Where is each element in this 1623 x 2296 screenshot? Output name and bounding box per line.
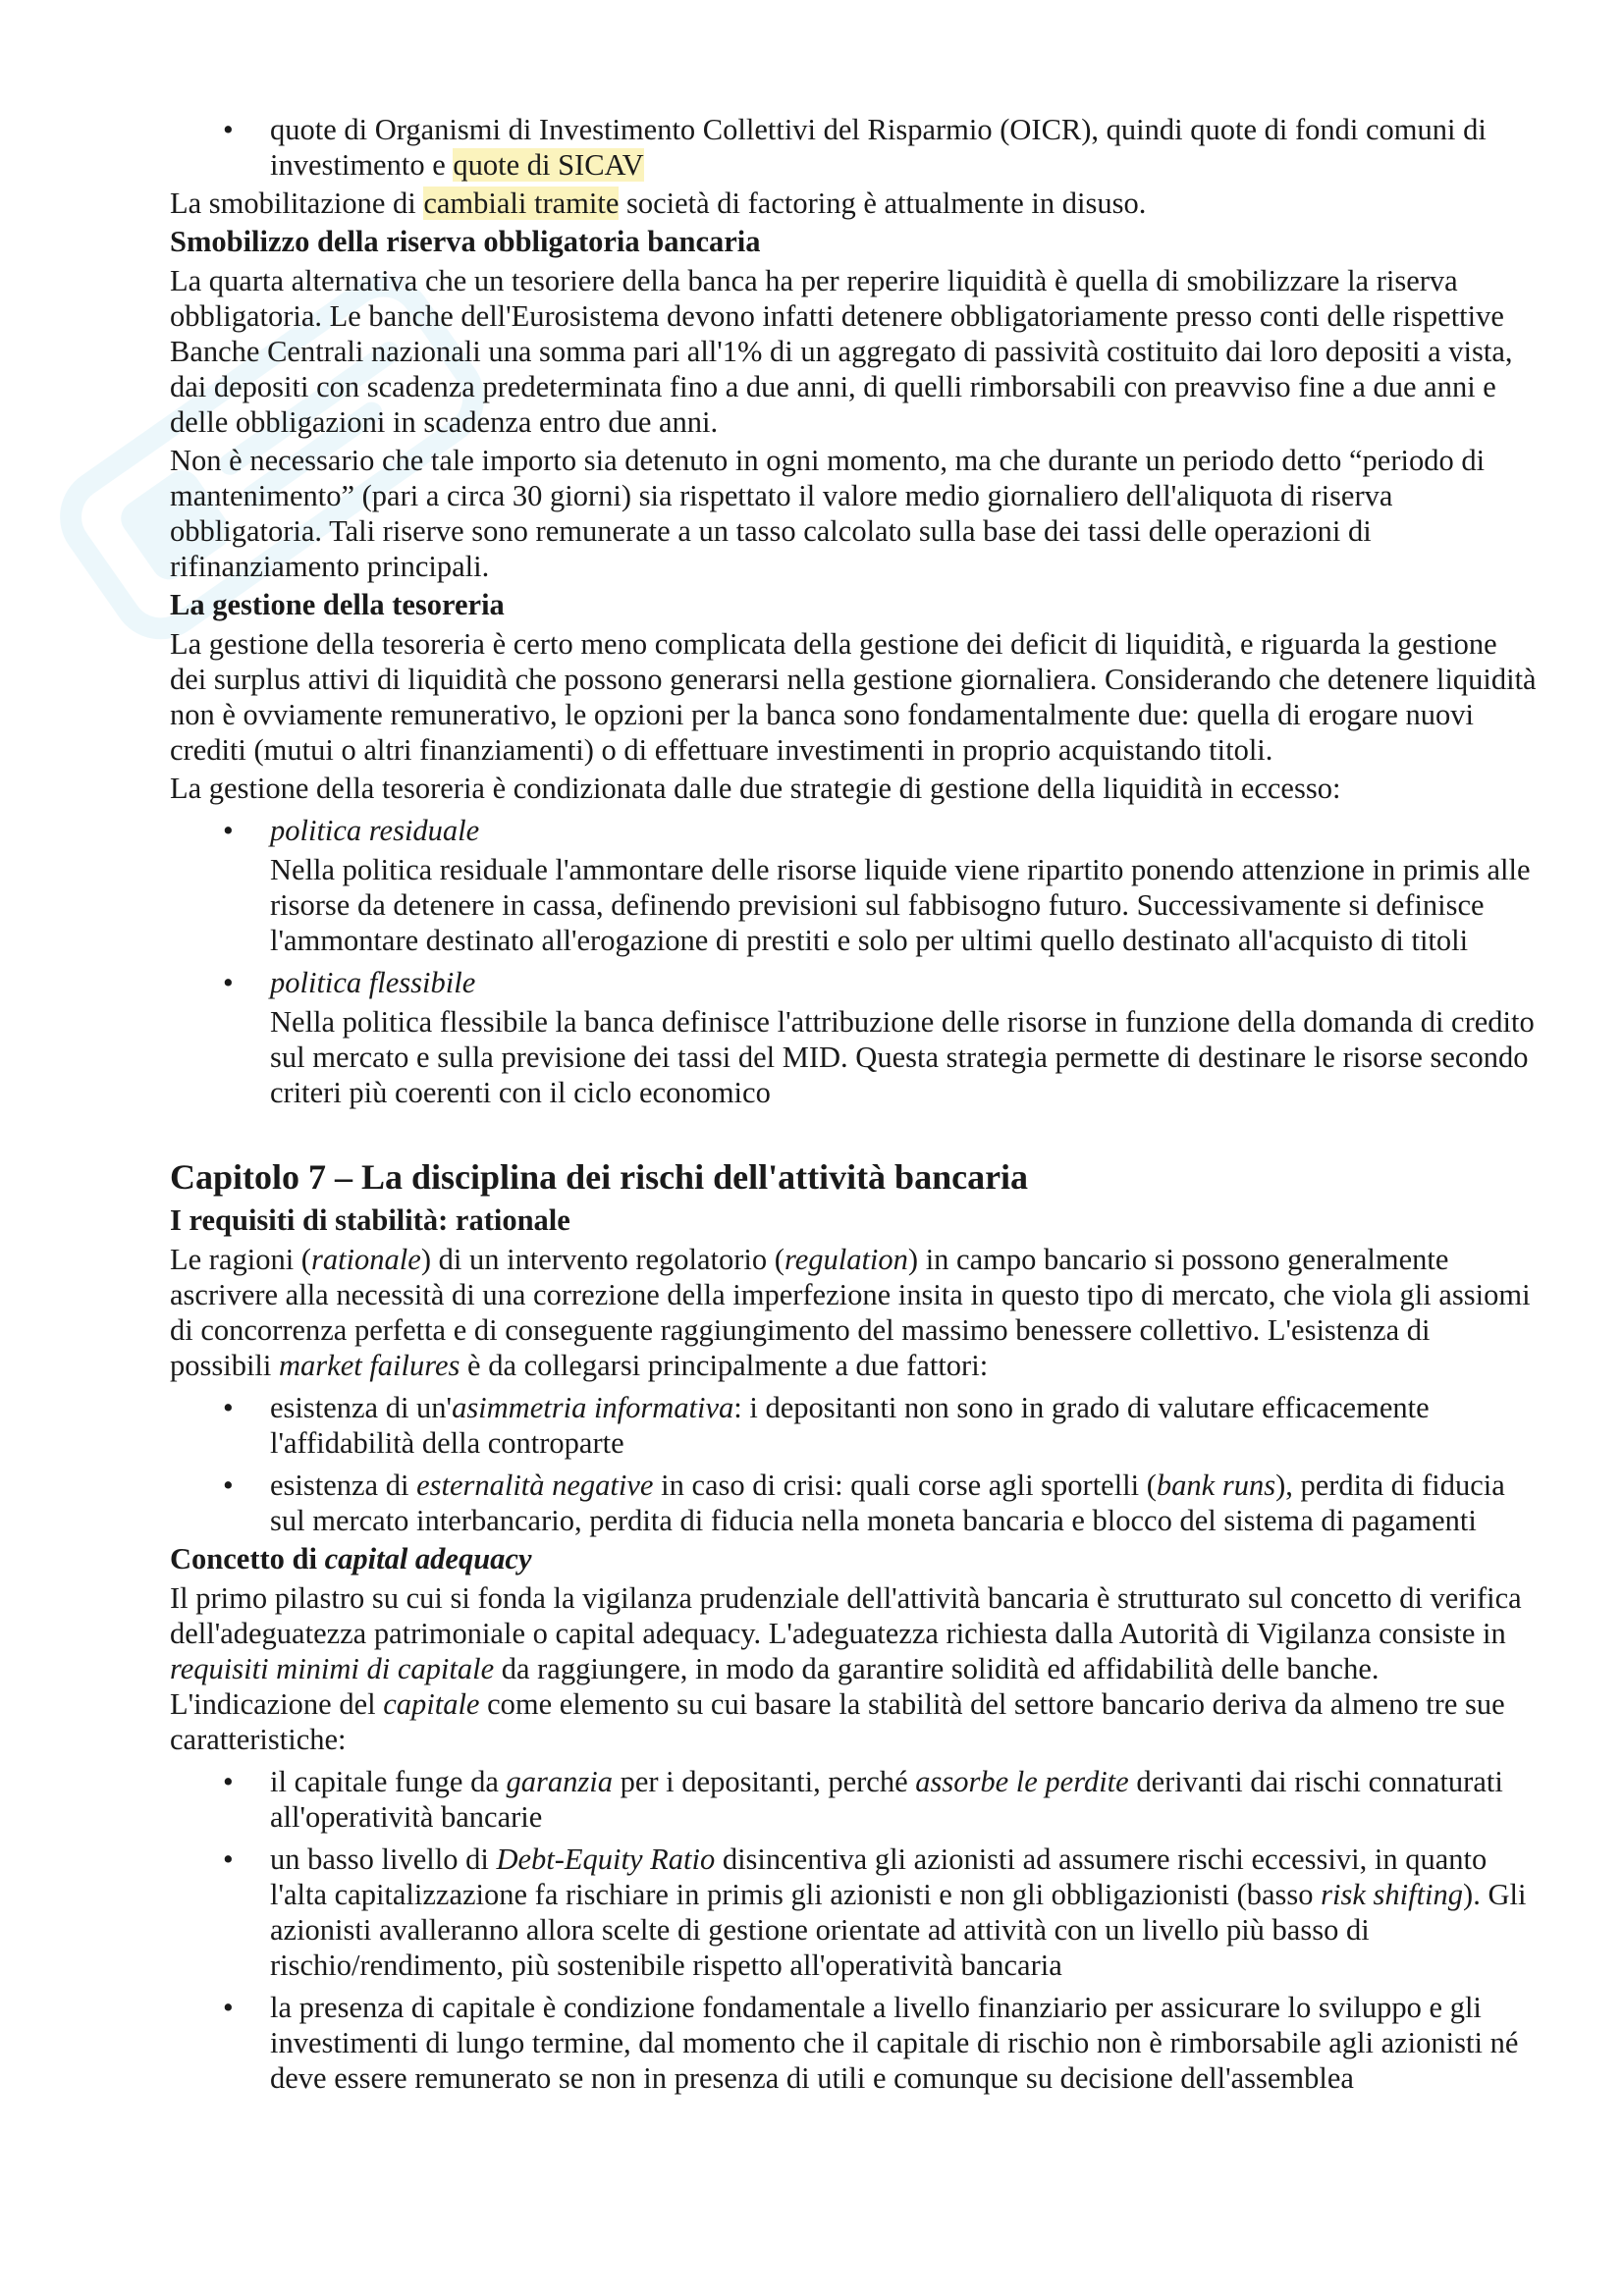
italic-term: regulation <box>784 1243 908 1276</box>
highlighted-text: quote di SICAV <box>453 148 644 182</box>
text-run: Il primo pilastro su cui si fonda la vigilanza prudenziale dell'attività bancaria è strutturato sul concetto di verifica dell'adeguatezza patrimoniale o capital adequacy. L'adeguatezza richiesta dalla Autorità di Vigilanza consiste in <box>170 1581 1522 1650</box>
italic-term: esternalità negative <box>416 1468 654 1502</box>
text-run: esistenza di <box>270 1468 417 1502</box>
list-item <box>270 1764 1537 1835</box>
factors-list <box>170 1390 1537 1538</box>
policy-description: Nella politica residuale l'ammontare delle risorse liquide viene ripartito ponendo attenzione in primis alle risorse da detenere in cassa, definendo previsioni sul fabbisogno futuro. Successivamente si definisce l'ammontare destinato all'erogazione di prestiti e solo per ultimi quello destinato all'acquisto di titoli <box>270 853 1531 957</box>
text-run: La smobilitazione di <box>170 187 424 220</box>
text-run: un basso livello di <box>270 1842 497 1876</box>
text-run: Le ragioni ( <box>170 1243 311 1276</box>
text-run: ) di un intervento regolatorio ( <box>420 1243 784 1276</box>
highlighted-text: cambiali tramite <box>423 187 620 220</box>
italic-term: bank runs <box>1156 1468 1276 1502</box>
text-run: ) in campo bancario si possono generalmente ascrivere alla necessità di una correzione della imperfezione insita in questo tipo di mercato, che viola gli assiomi di concorrenza perfetta e di conseguente raggiungimento del massimo benessere collettivo. L'esistenza di possibili <box>170 1243 1531 1382</box>
text-run: società di factoring è attualmente in disuso. <box>619 187 1147 220</box>
section-heading-treasury: La gestione della tesoreria <box>170 588 505 621</box>
list-item-policy-flexible <box>270 965 1537 1110</box>
policy-title: • politica flessibile <box>270 966 476 999</box>
list-item-policy-residual <box>270 813 1537 958</box>
paragraph-reserve-2: Non è necessario che tale importo sia detenuto in ogni momento, ma che durante un periodo detto “periodo di mantenimento” (pari a circa 30 giorni) sia rispettato il valore medio giornaliero dell'aliquota di riserva obbligatoria. Tali riserve sono remunerate a un tasso calcolato sulla base dei tassi delle operazioni di rifinanziamento principali. <box>170 444 1486 583</box>
italic-term: risk shifting <box>1321 1878 1464 1911</box>
italic-term: garanzia <box>506 1765 613 1798</box>
policy-description: Nella politica flessibile la banca definisce l'attribuzione delle risorse in funzione della domanda di credito sul mercato e sulla previsione dei tassi del MID. Questa strategia permette di destinare le risorse secondo criteri più coerenti con il ciclo economico <box>270 1005 1535 1109</box>
heading-text: Concetto di <box>170 1542 325 1575</box>
paragraph-treasury-1: La gestione della tesoreria è certo meno complicata della gestione dei deficit di liquidità, e riguarda la gestione dei surplus attivi di liquidità che possono generarsi nella gestione giornaliera. Considerando che detenere liquidità non è ovviamente remunerativo, le opzioni per la banca sono fondamentalmente due: quella di erogare nuovi crediti (mutui o altri finanziamenti) o di effettuare investimenti in proprio acquistando titoli. <box>170 627 1537 767</box>
list-item <box>270 1990 1537 2096</box>
text-run: per i depositanti, perché <box>612 1765 916 1798</box>
chapter-title: Capitolo 7 – La disciplina dei rischi dell'attività bancaria <box>170 1157 1029 1197</box>
text-run: è da collegarsi principalmente a due fattori: <box>460 1349 989 1382</box>
italic-term: assorbe le perdite <box>915 1765 1129 1798</box>
text-run: : i depositanti non sono in grado di valutare efficacemente l'affidabilità della controparte <box>270 1391 1430 1460</box>
policy-list <box>170 813 1537 1110</box>
text-run: esistenza di un' <box>270 1391 453 1424</box>
text-run: in caso di crisi: quali corse agli sportelli ( <box>653 1468 1157 1502</box>
text-run: quote di Organismi di Investimento Collettivi del Risparmio (OICR), quindi quote di fondi comuni di investimento e <box>270 113 1487 182</box>
paragraph-capital <box>170 1580 1537 1757</box>
policy-title: • politica residuale <box>270 814 480 847</box>
text-run: da raggiungere, in modo da garantire solidità ed affidabilità delle banche. L'indicazione del <box>170 1652 1380 1721</box>
text-run: ), perdita di fiducia sul mercato interbancario, perdita di fiducia nella moneta bancaria e blocco del sistema di pagamenti <box>270 1468 1505 1537</box>
paragraph-rationale <box>170 1242 1537 1383</box>
characteristics-list <box>170 1764 1537 2096</box>
text-run: come elemento su cui basare la stabilità del settore bancario deriva da almeno tre sue caratteristiche: <box>170 1687 1505 1756</box>
italic-term: requisiti minimi di capitale <box>170 1652 495 1685</box>
list-item <box>270 1468 1537 1538</box>
paragraph-reserve-1: La quarta alternativa che un tesoriere della banca ha per reperire liquidità è quella di smobilizzare la riserva obbligatoria. Le banche dell'Eurosistema devono infatti detenere obbligatoriamente presso conti delle rispettive Banche Centrali nazionali una somma pari all'1% di un aggregato di passività costituito dai loro depositi a vista, dai depositi con scadenza predeterminata fino a due anni, di quelli rimborsabili con preavviso fine a due anni e delle obbligazioni in scadenza entro due anni. <box>170 264 1513 439</box>
text-run: disincentiva gli azionisti ad assumere rischi eccessivi, in quanto l'alta capitalizzazione fa rischiare in primis gli azionisti e non gli obbligazionisti (basso <box>270 1842 1488 1911</box>
text-run: ). Gli azionisti avalleranno allora scelte di gestione orientate ad attività con un livello più basso di rischio/rendimento, più sostenibile rispetto all'operatività bancaria <box>270 1878 1527 1982</box>
list-item <box>270 1842 1537 1983</box>
italic-term: Debt-Equity Ratio <box>496 1842 716 1876</box>
text-run: il capitale funge da <box>270 1765 507 1798</box>
paragraph-treasury-2: La gestione della tesoreria è condizionata dalle due strategie di gestione della liquidità in eccesso: <box>170 772 1341 805</box>
text-run: derivanti dai rischi connaturati all'operatività bancarie <box>270 1765 1503 1834</box>
factoring-note <box>170 186 1537 221</box>
list-item <box>270 112 1537 183</box>
italic-term: capital adequacy <box>324 1542 532 1575</box>
oicr-list <box>170 112 1537 183</box>
section-heading-rationale: I requisiti di stabilità: rationale <box>170 1203 570 1237</box>
italic-term: asimmetria informativa <box>452 1391 734 1424</box>
page-content <box>170 112 1537 2099</box>
text-run: la presenza di capitale è condizione fondamentale a livello finanziario per assicurare lo sviluppo e gli investimenti di lungo termine, dal momento che il capitale di rischio non è rimborsabile agli azionisti né deve essere remunerato se non in presenza di utili e comunque su decisione dell'assemblea <box>270 1991 1519 2095</box>
section-heading-reserve: Smobilizzo della riserva obbligatoria bancaria <box>170 225 761 258</box>
italic-term: capitale <box>383 1687 480 1721</box>
list-item <box>270 1390 1537 1461</box>
section-heading-capital <box>170 1541 1537 1576</box>
italic-term: market failures <box>279 1349 460 1382</box>
italic-term: rationale <box>310 1243 421 1276</box>
